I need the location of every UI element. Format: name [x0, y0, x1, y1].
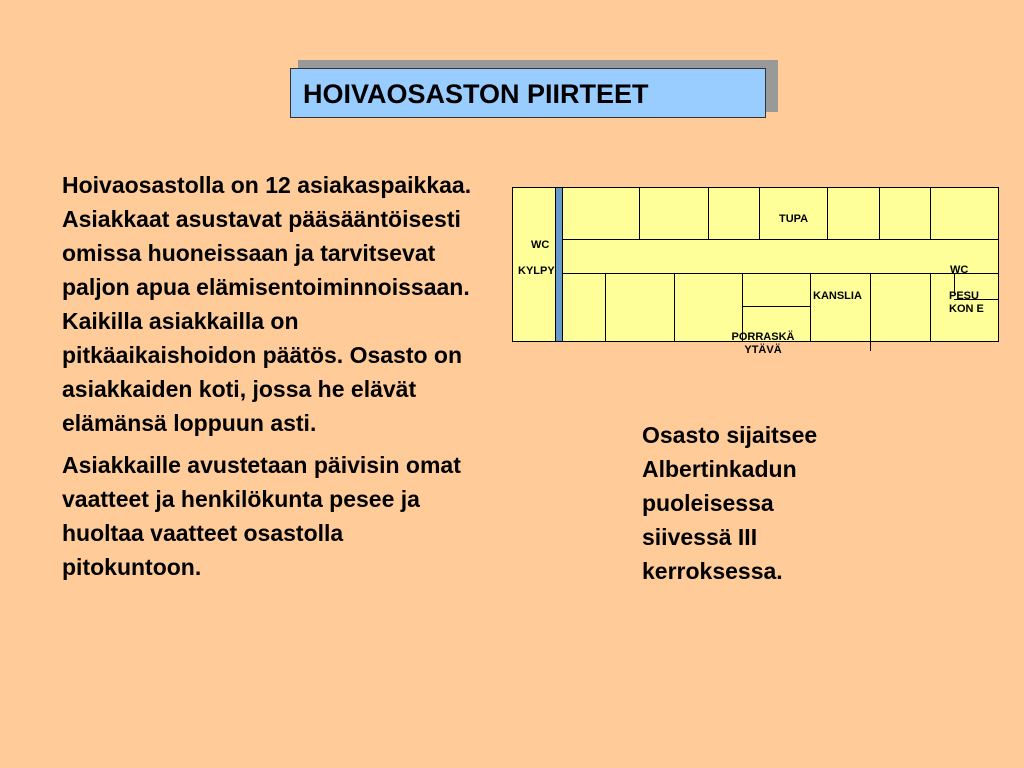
- page-title: HOIVAOSASTON PIIRTEET: [290, 68, 766, 118]
- fp-line-t1: [639, 188, 640, 239]
- fp-line-stair: [742, 306, 810, 307]
- label-kylpy: KYLPY: [518, 265, 555, 277]
- label-porraskaytava: PORRASKÄ YTÄVÄ: [731, 331, 795, 356]
- paragraph-clothing: Asiakkaille avustetaan päivisin omat vaatteet ja henkilökunta pesee ja huoltaa vaatteet osastolla pitokuntoon.: [62, 452, 461, 580]
- fp-corridor: [555, 188, 563, 341]
- fp-line-b1: [605, 273, 606, 341]
- fp-line-b2: [674, 273, 675, 341]
- location-text: Osasto sijaitsee Albertinkadun puoleisessa siivessä III kerroksessa.: [642, 422, 818, 584]
- paragraph-residents: Hoivaosastolla on 12 asiakaspaikkaa. Asiakkaat asustavat pääsääntöisesti omissa huoneissaan ja tarvitsevat paljon apua elämisentoiminnoissaan. Kaikilla asiakkailla on pitkäaikaishoidon päätös. Osasto on asiakkaiden koti, jossa he elävät elämänsä loppuun asti.: [62, 172, 472, 436]
- label-tupa: TUPA: [779, 213, 809, 225]
- label-pesukone: PESU KON E: [949, 290, 984, 315]
- fp-line-t2: [708, 188, 709, 239]
- fp-line-t3: [759, 188, 760, 239]
- label-wc-right: WC: [950, 264, 969, 276]
- description-left: [62, 168, 482, 592]
- fp-line-t5: [879, 188, 880, 239]
- fp-line-bottom-rooms: [563, 273, 998, 274]
- fp-line-b5: [870, 273, 871, 351]
- label-kanslia: KANSLIA: [813, 290, 862, 302]
- label-wc-left: WC: [531, 239, 550, 251]
- fp-line-b6: [930, 273, 931, 341]
- fp-line-t4: [827, 188, 828, 239]
- floor-plan: [512, 187, 999, 356]
- fp-line-t6: [930, 188, 931, 239]
- fp-line-top-rooms: [563, 239, 998, 240]
